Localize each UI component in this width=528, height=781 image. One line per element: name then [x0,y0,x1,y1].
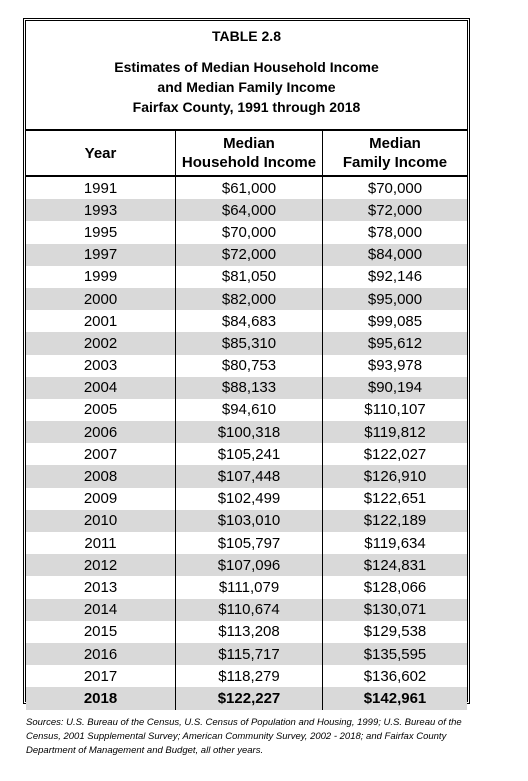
cell-family-income: $136,602 [363,667,427,685]
cell-household-income: $88,133 [176,377,323,399]
header-family-income [323,131,467,178]
cell-year: 2015 [26,621,176,643]
cell-family-income: $95,000 [367,290,423,308]
header-household-line2: Household Income [181,154,317,171]
sources-note: Sources: U.S. Bureau of the Census, U.S. Census of Population and Housing, 1999; U.S. Bureau of the Census, 2001 Supplemental Survey; American Community Survey, 2002 - 2018; and Fairfax County Department of Management and Budget, all other years. [26,717,462,756]
table-row [26,687,467,709]
table-number: TABLE 2.8 [212,28,281,44]
cell-household-income: $61,000 [176,177,323,199]
table-row [26,576,467,598]
cell-household-income: $85,310 [176,332,323,354]
table-row [26,332,467,354]
cell-family-income: $119,812 [364,423,426,441]
cell-family-income: $135,595 [363,645,427,663]
cell-household-income: $80,753 [176,355,323,377]
table-row [26,177,467,199]
table-row [26,199,467,221]
cell-year: 2012 [26,554,176,576]
cell-year: 2005 [26,399,176,421]
table-row [26,443,467,465]
cell-family-income: $126,910 [363,468,427,486]
table-row [26,599,467,621]
cell-family-income: $124,831 [363,556,427,574]
table-row [26,355,467,377]
cell-year: 1999 [26,266,176,288]
cell-household-income: $103,010 [176,510,323,532]
cell-family-income: $92,146 [367,268,423,286]
cell-year: 2000 [26,288,176,310]
cell-household-income: $115,717 [176,643,323,665]
cell-year: 2010 [26,510,176,532]
table-row [26,554,467,576]
cell-household-income: $64,000 [176,199,323,221]
cell-household-income: $113,208 [176,621,323,643]
cell-year: 2003 [26,355,176,377]
table-row [26,421,467,443]
cell-household-income: $72,000 [176,244,323,266]
table-row [26,532,467,554]
cell-year: 2018 [26,687,176,709]
cell-household-income: $70,000 [176,221,323,243]
cell-household-income: $82,000 [176,288,323,310]
table-row [26,643,467,665]
cell-household-income: $107,096 [176,554,323,576]
table-row [26,665,467,687]
cell-year: 2017 [26,665,176,687]
table-row [26,244,467,266]
cell-year: 1993 [26,199,176,221]
table-title-line1: Estimates of Median Household Income [114,59,379,75]
cell-year: 2004 [26,377,176,399]
table-title-line2: and Median Family Income [157,79,336,95]
cell-family-income: $128,066 [363,578,427,596]
cell-family-income: $129,538 [363,623,427,641]
cell-year: 1997 [26,244,176,266]
cell-family-income: $119,634 [364,534,426,552]
cell-family-income: $122,651 [363,490,427,508]
table-row [26,510,467,532]
cell-household-income: $105,797 [176,532,323,554]
cell-family-income: $84,000 [367,246,423,264]
cell-family-income: $122,027 [363,445,427,463]
header-family-line1: Median [369,135,421,152]
cell-family-income: $99,085 [367,312,423,330]
cell-year: 2002 [26,332,176,354]
income-table [23,18,470,707]
cell-year: 2011 [26,532,176,554]
header-household-income [176,131,323,175]
table-row [26,488,467,510]
table-row [26,266,467,288]
table-row [26,465,467,487]
cell-family-income: $93,978 [367,357,423,375]
table-row [26,310,467,332]
cell-family-income: $70,000 [367,179,423,197]
cell-family-income: $78,000 [367,223,423,241]
cell-year: 2016 [26,643,176,665]
cell-household-income: $102,499 [176,488,323,510]
table-row [26,288,467,310]
cell-household-income: $110,674 [176,599,323,621]
table-body [26,177,467,710]
table-row [26,399,467,421]
cell-household-income: $105,241 [176,443,323,465]
table-row [26,621,467,643]
table-title-line3: Fairfax County, 1991 through 2018 [132,99,361,115]
header-family-line2: Family Income [342,154,448,171]
cell-family-income: $72,000 [367,201,423,219]
cell-household-income: $118,279 [176,665,323,687]
cell-year: 2014 [26,599,176,621]
cell-year: 2013 [26,576,176,598]
cell-family-income: $142,961 [363,689,427,707]
cell-year: 1995 [26,221,176,243]
cell-year: 2006 [26,421,176,443]
table-row [26,377,467,399]
table-header [26,131,467,177]
cell-household-income: $107,448 [176,465,323,487]
cell-year: 1991 [26,177,176,199]
cell-year: 2007 [26,443,176,465]
cell-year: 2009 [26,488,176,510]
cell-household-income: $84,683 [176,310,323,332]
cell-household-income: $100,318 [176,421,323,443]
cell-household-income: $111,079 [176,576,323,598]
table-title-block [26,21,467,131]
cell-family-income: $110,107 [364,401,426,419]
cell-family-income: $122,189 [363,512,427,530]
cell-household-income: $81,050 [176,266,323,288]
cell-family-income: $90,194 [367,379,423,397]
table-row [26,221,467,243]
cell-family-income: $130,071 [363,601,427,619]
cell-household-income: $94,610 [176,399,323,421]
cell-household-income: $122,227 [176,687,323,709]
cell-year: 2008 [26,465,176,487]
header-household-line1: Median [223,135,275,152]
header-year: Year [26,131,176,175]
cell-family-income: $95,612 [367,334,423,352]
cell-year: 2001 [26,310,176,332]
